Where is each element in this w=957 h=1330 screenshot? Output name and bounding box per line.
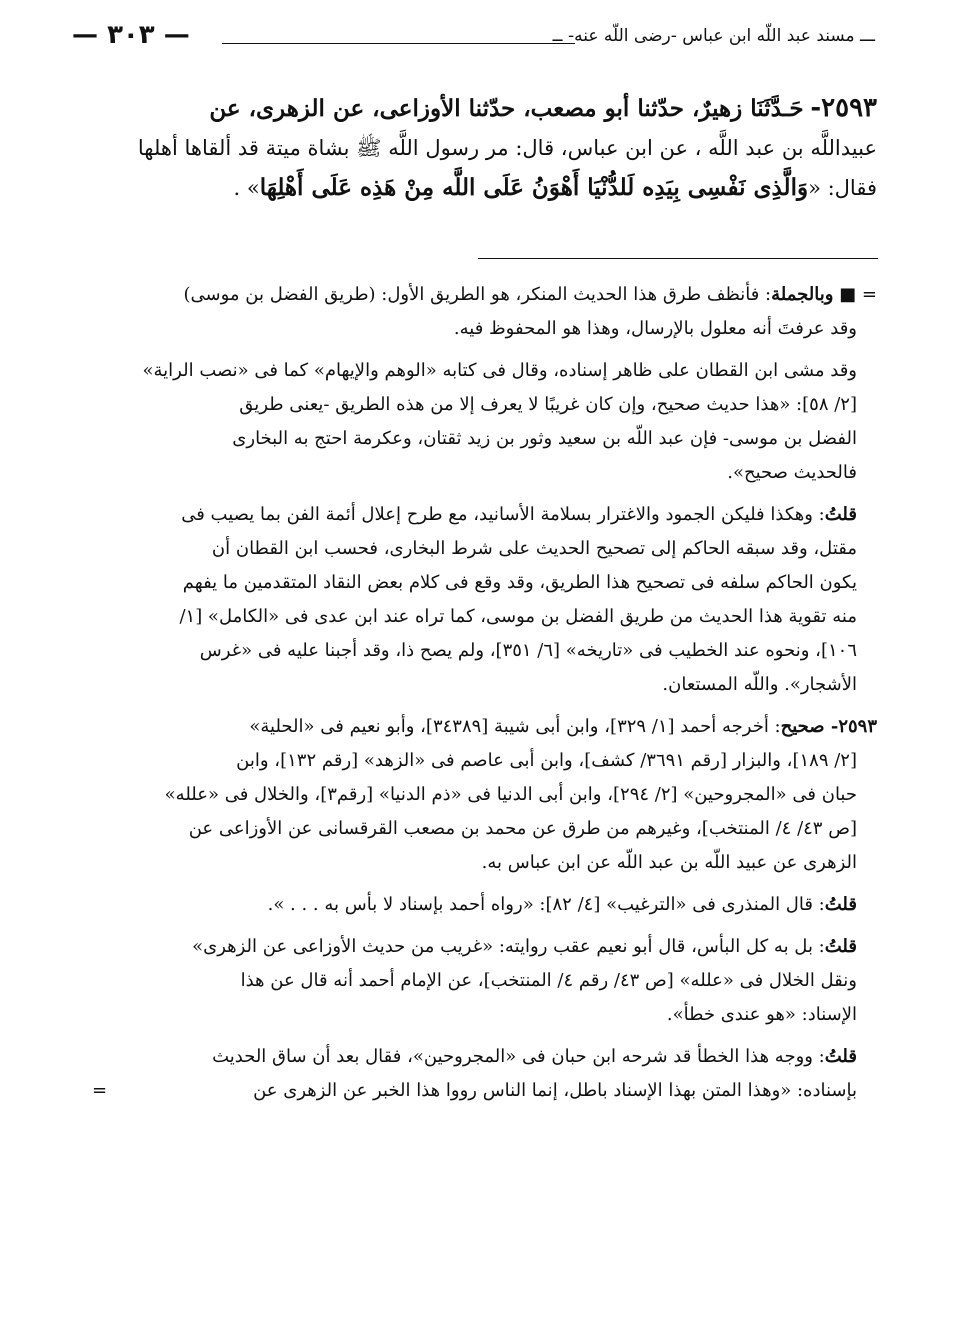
hadith-line: فقال: «وَالَّذِى نَفْسِى بِيَدِه لَلدُّنْيَا أَهْوَنُ عَلَى اللَّه مِنْ هَذِه عَلَى أَهْلِهَا» . <box>233 174 877 201</box>
footnote-paragraph: وقد مشى ابن القطان على ظاهر إسناده، وقال فى كتابه «الوهم والإيهام» كما فى «نصب الراية» [٢/ ٥٨]: «هذا حديث صحيح، وإن كان غريبًا لا يعرف إلا من هذه الطريق -يعنى طريق الفضل بن موسى- فإن عبد اللّه بن سعيد وثور بن زيد ثقتان، وعكرمة احتج به البخارى فالحديث صحيح». <box>142 360 857 483</box>
footnote-paragraph: ٢٥٩٣- صحيح: أخرجه أحمد [١/ ٣٢٩]، وابن أبى شيبة [٣٤٣٨٩]، وأبو نعيم فى «الحلية» [٢/ ١٨٩]، والبزار [رقم ٣٦٩١/ كشف]، وابن أبى عاصم فى «الزهد» [رقم ١٣٢]، وابن حبان فى «المجروحين» [٢/ ٢٩٤]، وابن أبى الدنيا فى «ذم الدنيا» [رقم٣]، والخلال فى «علله» [ص ٤٣/ ٤/ المنتخب]، وغيرهم من طرق عن محمد بن مصعب القرقسانى عن الأوزاعى عن الزهرى عن عبيد اللّه بن عبد اللّه عن ابن عباس به. <box>164 716 877 873</box>
page-header <box>72 22 875 62</box>
footnote-paragraph: قلتُ: ووجه هذا الخطأ قد شرحه ابن حبان فى «المجروحين»، فقال بعد أن ساق الحديث بإسناده: «وهذا المتن بهذا الإسناد باطل، إنما الناس رووا هذا الخبر عن الزهرى عن = <box>72 1040 877 1108</box>
footnote-paragraph: = ■ وبالجملة: فأنظف طرق هذا الحديث المنكر، هو الطريق الأول: (طريق الفضل بن موسى) وقد عرفتَ أنه معلول بالإرسال، وهذا هو المحفوظ فيه. <box>183 284 877 339</box>
footnotes <box>72 278 877 1116</box>
footnote-paragraph: قلتُ: بل به كل البأس، قال أبو نعيم عقب روايته: «غريب من حديث الأوزاعى عن الزهرى» ونقل الخلال فى «علله» [ص ٤٣/ رقم ٤/ المنتخب]، عن الإمام أحمد أنه قال عن هذا الإسناد: «هو عندى خطأ». <box>192 936 857 1025</box>
hadith-number: ٢٥٩٣- <box>810 93 877 123</box>
hadith-line: ٢٥٩٣- حَـدَّثَنَا زهيرٌ، حدّثنا أبو مصعب، حدّثنا الأوزاعى، عن الزهرى، عن <box>209 93 877 123</box>
page-number: — ٣٠٣ — <box>72 20 190 50</box>
prophetic-saying: وَالَّذِى نَفْسِى بِيَدِه لَلدُّنْيَا أَهْوَنُ عَلَى اللَّه مِنْ هَذِه عَلَى أَهْلِهَا <box>259 174 809 201</box>
footnote-paragraph: قلتُ: قال المنذرى فى «الترغيب» [٤/ ٨٢]: «رواه أحمد بإسناد لا بأس به . . . ». <box>267 894 857 915</box>
hadith-line: عبيداللَّه بن عبد اللَّه ، عن ابن عباس، قال: مر رسول اللَّه ﷺ بشاة ميتة قد ألقاها أهلها <box>137 136 877 160</box>
running-title: ـــ مسند عبد اللّه ابن عباس -رضى اللّه عنه- ــ <box>552 26 875 46</box>
continuation-mark: = <box>92 1080 108 1101</box>
hadith-text <box>72 88 877 208</box>
continuation-mark: = <box>861 284 877 305</box>
square-bullet-icon: ■ <box>839 284 857 305</box>
footnote-separator <box>478 258 878 259</box>
footnote-paragraph: قلتُ: وهكذا فليكن الجمود والاغترار بسلامة الأسانيد، مع طرح إعلال أئمة الفن بما يصيب فى مقتل، وقد سبقه الحاكم إلى تصحيح الحديث على شرط البخارى، فحسب ابن القطان أن يكون الحاكم سلفه فى تصحيح هذا الطريق، وقد وقع فى كلام بعض النقاد المتقدمين ما يفهم منه تقوية هذا الحديث من طريق الفضل بن موسى، كما تراه عند ابن عدى فى «الكامل» [١/ ١٠٦]، ونحوه عند الخطيب فى «تاريخه» [٦/ ٣٥١]، ولم يصح ذا، وقد أجبنا عليه فى «غرس الأشجار». واللّه المستعان. <box>179 504 857 695</box>
header-rule <box>222 43 575 44</box>
